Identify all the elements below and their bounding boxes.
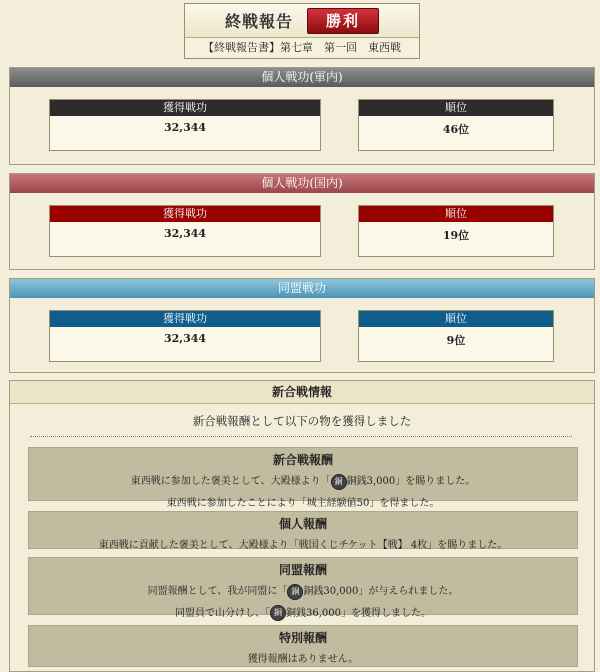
report-subtitle: 【終戦報告書】第七章 第一回 東西戦 (203, 41, 401, 54)
reward-title: 同盟報酬 (278, 563, 327, 577)
reward-text: 同盟員で山分けし、「 (175, 607, 270, 619)
army-merit-value: 32,344 (163, 121, 207, 134)
reward-title: 個人報酬 (278, 517, 327, 531)
reward-special (28, 625, 578, 667)
report-header (184, 3, 420, 59)
reward-text: 銅銭30,000」が与えられました。 (303, 586, 459, 597)
alliance-merit-label: 獲得戦功 (50, 311, 320, 327)
alliance-merit-title: 同盟戦功 (10, 279, 594, 298)
reward-text: 同盟報酬として、我が同盟に「 (147, 586, 288, 597)
reward-line (29, 472, 577, 490)
coin-icon: 銅 (331, 474, 347, 490)
army-rank-box (358, 99, 554, 151)
coin-icon: 銅 (270, 605, 286, 621)
reward-line: 獲得報酬はありません。 (247, 654, 359, 665)
army-merit-title: 個人戦功(軍内) (10, 68, 594, 87)
reward-line (29, 582, 577, 600)
alliance-merit-box (49, 310, 321, 362)
nation-merit-title: 個人戦功(国内) (10, 174, 594, 193)
nation-merit-value: 32,344 (163, 227, 207, 240)
army-merit-panel (9, 67, 595, 165)
page-title: 終戦報告 (224, 12, 293, 31)
reward-text: 東西戦に参加した褒美として、大殿様より「 (130, 476, 331, 487)
reward-title: 新合戦報酬 (272, 453, 333, 467)
result-badge: 勝利 (307, 8, 379, 34)
nation-rank-value: 19位 (442, 229, 470, 242)
new-battle-info-title: 新合戦情報 (10, 381, 594, 404)
army-rank-label: 順位 (359, 100, 553, 116)
nation-rank-label: 順位 (359, 206, 553, 222)
dotted-divider (30, 436, 572, 437)
alliance-merit-value: 32,344 (163, 332, 207, 345)
nation-merit-panel (9, 173, 595, 270)
reward-new-battle (28, 447, 578, 509)
reward-text: 銅銭3,000」を賜りました。 (346, 476, 476, 487)
reward-line: 東西戦に貢献した褒美として、大殿様より「戦国くじチケット【戦】 4枚」を賜りました。 (98, 540, 508, 551)
coin-icon: 銅 (287, 584, 303, 600)
alliance-rank-box (358, 310, 554, 362)
reward-personal (28, 511, 578, 549)
new-battle-info-panel (9, 380, 595, 672)
reward-line (29, 604, 577, 622)
header-title-bar (185, 4, 419, 38)
army-merit-box (49, 99, 321, 151)
reward-title: 特別報酬 (278, 631, 327, 645)
alliance-rank-value: 9位 (446, 334, 466, 347)
reward-text: 銅銭36,000」を獲得しました。 (286, 607, 431, 619)
army-rank-value: 46位 (442, 123, 470, 136)
new-battle-intro: 新合戦報酬として以下の物を獲得しました (192, 414, 412, 428)
nation-rank-box (358, 205, 554, 257)
nation-merit-box (49, 205, 321, 257)
nation-merit-label: 獲得戦功 (50, 206, 320, 222)
army-merit-label: 獲得戦功 (50, 100, 320, 116)
reward-line: 東西戦に参加したことにより「城主経験値50」を得ました。 (166, 497, 440, 509)
reward-alliance (28, 557, 578, 619)
alliance-rank-label: 順位 (359, 311, 553, 327)
alliance-merit-panel (9, 278, 595, 373)
